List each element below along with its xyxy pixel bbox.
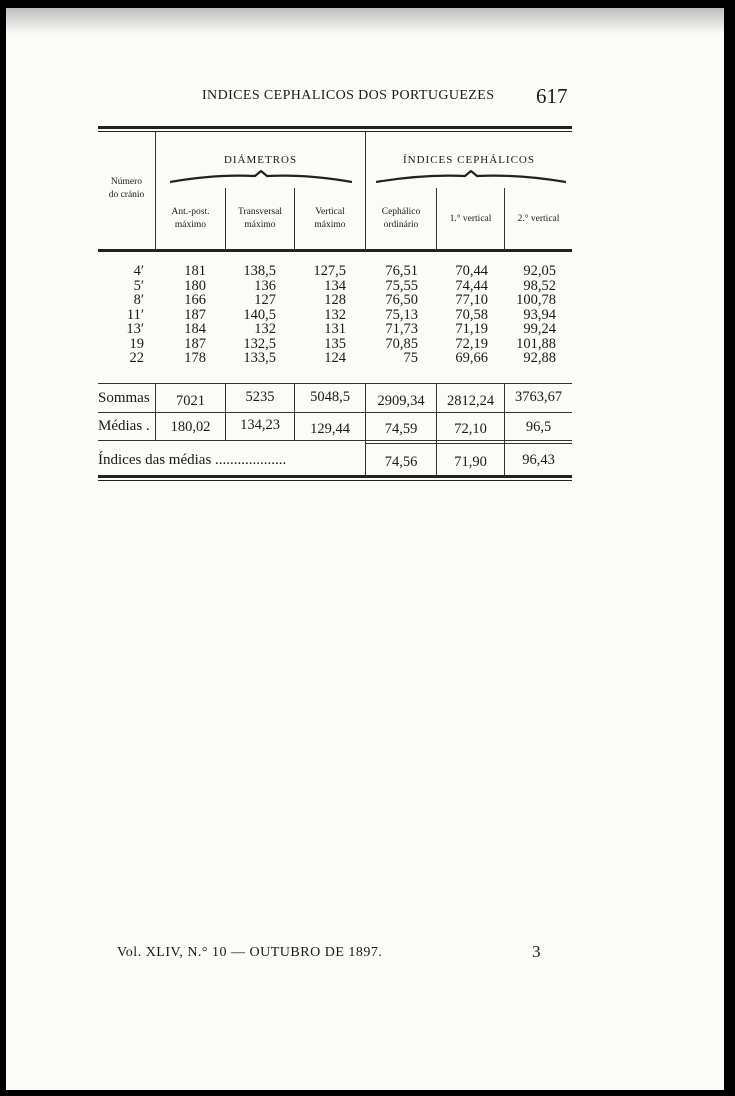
bottom-thin-rule	[98, 480, 572, 481]
header-numero-line2: do cránio	[108, 190, 145, 200]
cell-numero: 5′	[133, 277, 144, 294]
cell-transversal: 140,5	[243, 306, 276, 323]
sommas-1-vertical: 2812,24	[446, 393, 495, 409]
cell-vertical: 134	[324, 277, 346, 294]
top-double-rule	[98, 126, 572, 129]
header-ant-post	[156, 206, 225, 232]
header-numero	[98, 176, 155, 202]
header-cephalico-line2: ordinário	[383, 220, 419, 230]
medias-1-vertical: 72,10	[454, 421, 487, 437]
header-transversal	[226, 206, 294, 232]
cell-ant-post: 166	[184, 292, 206, 308]
header-cephalico	[366, 206, 436, 232]
cell-1-vertical: 69,66	[455, 350, 488, 366]
cell-cephalico: 75,55	[385, 277, 418, 294]
cell-numero: 22	[129, 350, 144, 366]
col-sep-diam-idx	[365, 132, 366, 250]
cell-2-vertical: 99,24	[523, 321, 556, 337]
cell-transversal: 136	[254, 277, 276, 294]
header-transversal-line1: Transversal	[238, 207, 282, 217]
cell-numero: 19	[129, 335, 144, 352]
medias-top-rule	[98, 412, 572, 413]
cell-vertical: 132	[324, 306, 346, 323]
cell-numero: 11′	[126, 306, 144, 323]
cell-ant-post: 181	[184, 263, 206, 279]
cell-transversal: 132,5	[243, 335, 276, 352]
cell-cephalico: 76,50	[385, 292, 418, 308]
indices-medias-label: Índices das médias ...................	[98, 452, 287, 468]
cell-cephalico: 70,85	[385, 335, 418, 352]
sommas-top-rule	[98, 383, 572, 384]
page	[6, 8, 724, 1090]
brace-diametros	[170, 170, 352, 184]
sommas-label: Sommas	[98, 390, 150, 406]
footer-signature: 3	[532, 942, 541, 961]
col-sep-1	[155, 132, 156, 250]
cell-2-vertical: 101,88	[516, 335, 556, 352]
group-diametros: DIÁMETROS	[223, 154, 298, 166]
top-thin-rule	[98, 131, 572, 132]
sommas-2-vertical: 3763,67	[514, 389, 563, 405]
cell-1-vertical: 71,19	[455, 321, 488, 337]
header-2-vertical	[505, 213, 572, 226]
brace-indices	[376, 170, 566, 184]
cell-ant-post: 187	[184, 306, 206, 323]
bottom-double-rule	[98, 475, 572, 478]
medias-ant-post: 180,02	[170, 419, 211, 435]
indices-medias-1-vertical: 71,90	[454, 454, 487, 470]
header-vertical-line2: máximo	[314, 220, 346, 230]
header-ant-post-line2: máximo	[174, 220, 207, 230]
header-2-vertical-line1: 2.° vertical	[517, 214, 560, 224]
sommas-cephalico: 2909,34	[377, 393, 425, 409]
sommas-ant-post: 7021	[176, 393, 205, 409]
cell-vertical: 124	[324, 350, 346, 366]
cell-ant-post: 178	[184, 350, 206, 366]
cell-cephalico: 75	[403, 350, 418, 366]
medias-transversal: 134,23	[240, 417, 280, 433]
sommas-transversal: 5235	[245, 389, 275, 405]
medias-label: Médias .	[98, 418, 150, 434]
header-1-vertical-line1: 1.° vertical	[449, 214, 492, 224]
cell-numero: 13′	[126, 321, 144, 337]
cell-1-vertical: 74,44	[455, 277, 488, 294]
cell-2-vertical: 92,88	[523, 350, 556, 366]
footer-volume: Vol. XLIV, N.° 10 — OUTUBRO DE 1897.	[117, 945, 383, 960]
page-number: 617	[536, 84, 568, 108]
cell-cephalico: 75,13	[385, 306, 418, 323]
cell-2-vertical: 100,78	[516, 292, 556, 308]
indices-medias-cephalico: 74,56	[384, 454, 418, 470]
cell-transversal: 133,5	[243, 350, 276, 366]
cell-vertical: 135	[324, 335, 346, 352]
cell-ant-post: 180	[184, 277, 206, 294]
cell-transversal: 138,5	[243, 263, 276, 279]
indices-top-rule-b	[366, 443, 572, 444]
indices-medias-2-vertical: 96,43	[522, 452, 555, 468]
cell-ant-post: 184	[184, 321, 206, 337]
header-bottom-rule	[98, 249, 572, 252]
cell-numero: 4′	[133, 263, 144, 279]
medias-cephalico: 74,59	[384, 421, 418, 437]
medias-vertical: 129,44	[310, 421, 350, 437]
cell-2-vertical: 93,94	[523, 306, 556, 323]
cell-numero: 8′	[133, 292, 144, 308]
cell-vertical: 128	[324, 292, 346, 308]
medias-2-vertical: 96,5	[525, 419, 552, 435]
header-transversal-line2: máximo	[244, 220, 276, 230]
cell-transversal: 132	[254, 321, 276, 337]
cell-vertical: 131	[324, 321, 346, 337]
cell-1-vertical: 77,10	[455, 292, 488, 308]
cell-2-vertical: 92,05	[523, 263, 556, 279]
scan-edge-shadow	[6, 8, 724, 34]
header-1-vertical	[437, 213, 504, 226]
cell-cephalico: 76,51	[385, 263, 418, 279]
group-indices: ÍNDICES CEPHÁLICOS	[403, 154, 535, 166]
cell-1-vertical: 72,19	[455, 335, 488, 352]
indices-top-rule-a	[98, 440, 572, 441]
cell-2-vertical: 98,52	[523, 277, 556, 294]
header-vertical	[295, 206, 365, 232]
header-ant-post-line1: Ant.-post.	[171, 207, 210, 217]
header-numero-line1: Número	[110, 177, 143, 187]
cell-cephalico: 71,73	[385, 321, 418, 337]
cell-ant-post: 187	[184, 335, 206, 352]
header-cephalico-line1: Cephálico	[381, 207, 421, 217]
running-title: INDICES CEPHALICOS DOS PORTUGUEZES	[202, 88, 495, 103]
header-vertical-line1: Vertical	[315, 207, 345, 217]
cell-1-vertical: 70,58	[455, 306, 488, 323]
cell-1-vertical: 70,44	[455, 263, 488, 279]
cell-transversal: 127	[254, 292, 276, 308]
cell-vertical: 127,5	[313, 263, 346, 279]
sommas-vertical: 5048,5	[310, 389, 350, 405]
